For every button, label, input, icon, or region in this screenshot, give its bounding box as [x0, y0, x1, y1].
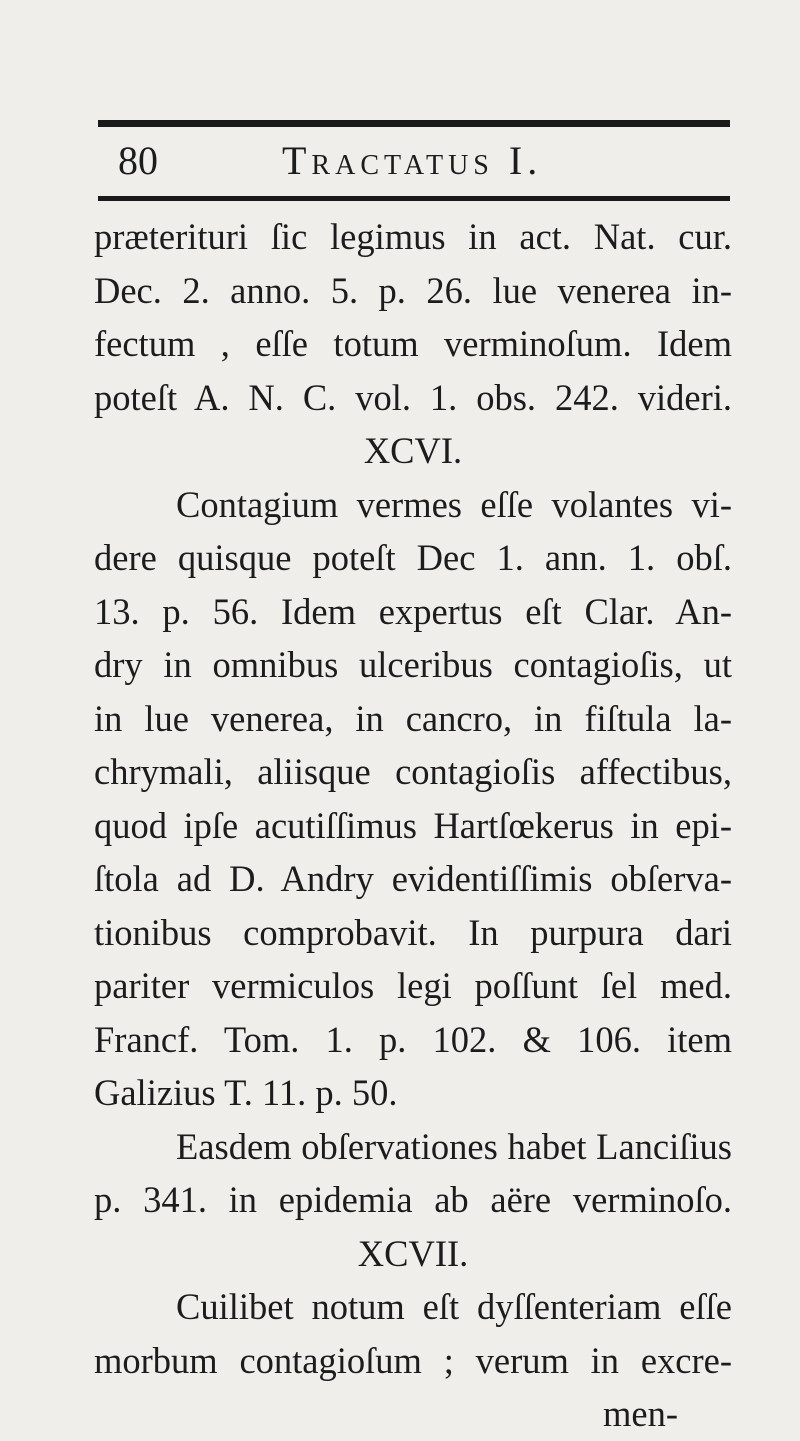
- text-line: p. 341. in epidemia ab aëre verminoſo.: [94, 1179, 732, 1220]
- text-line: 13. p. 56. Idem expertus eſt Clar. An-: [94, 590, 732, 632]
- text-line: Cuilibet notum eſt dyſſenteriam eſſe: [176, 1286, 732, 1327]
- section-heading: XCVII.: [357, 1232, 469, 1274]
- text-line: pariter vermiculos legi poſſunt ſel med.: [94, 965, 732, 1006]
- catchword: men-: [603, 1393, 678, 1434]
- header-rule-top: [98, 120, 730, 127]
- body-text: [94, 210, 732, 1441]
- text-line: quod ipſe acutiſſimus Hartſœkerus in epi-: [94, 804, 732, 846]
- text-line: morbum contagioſum ; verum in excre-: [94, 1339, 732, 1381]
- text-line: Contagium vermes eſſe volantes vi-: [176, 483, 732, 525]
- text-line: chrymali, aliisque contagioſis affectibus,: [94, 751, 732, 792]
- text-line: Easdem obſervationes habet Lanciſius: [176, 1125, 732, 1167]
- text-line: Francf. Tom. 1. p. 102. & 106. item: [94, 1018, 732, 1060]
- section-heading: XCVI.: [363, 430, 463, 471]
- text-line: tionibus comprobavit. In purpura dari: [94, 911, 732, 953]
- text-line: dere quisque poteſt Dec 1. ann. 1. obſ.: [94, 537, 732, 578]
- text-line: fectum , eſſe totum verminoſum. Idem: [94, 323, 732, 364]
- header-rule-bottom: [98, 196, 730, 201]
- text-line: Dec. 2. anno. 5. p. 26. lue venerea in-: [94, 269, 732, 311]
- text-line: dry in omnibus ulceribus contagioſis, ut: [94, 644, 732, 685]
- page-number: 80: [118, 138, 158, 183]
- text-line: præterituri ſic legimus in act. Nat. cur.: [94, 216, 732, 257]
- text-line: ſtola ad D. Andry evidentiſſimis obſerva-: [94, 858, 732, 899]
- running-title: Tractatus I.: [282, 138, 543, 183]
- text-line: poteſt A. N. C. vol. 1. obs. 242. videri.: [94, 376, 732, 418]
- text-line: in lue venerea, in cancro, in fiſtula la-: [94, 697, 732, 739]
- text-line: Galizius T. 11. p. 50.: [94, 1072, 398, 1113]
